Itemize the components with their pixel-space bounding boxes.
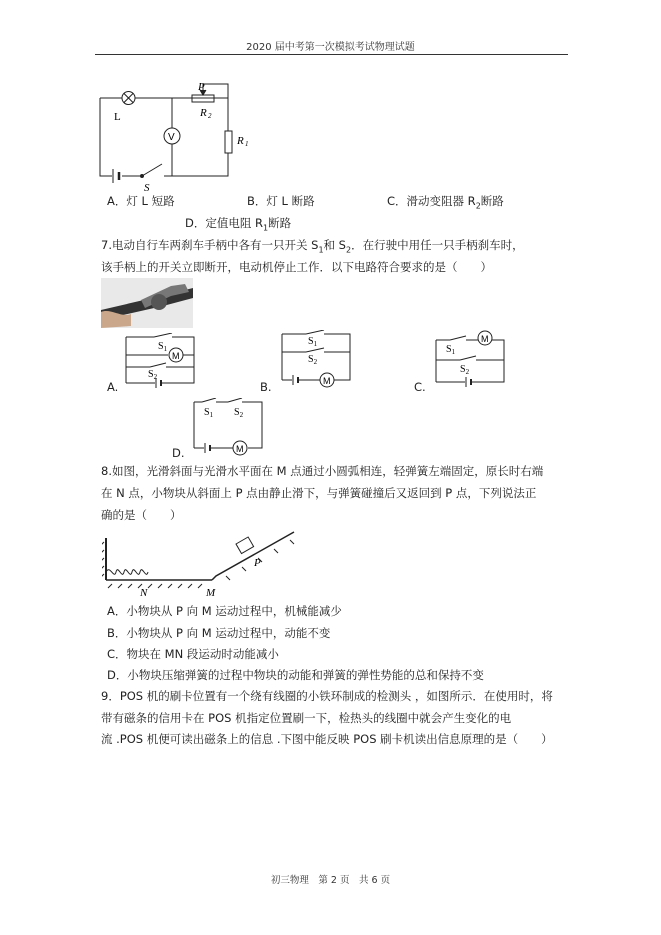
- q9-stem-line2: 带有磁条的信用卡在 POS 机指定位置刷一下，检热头的线圈中就会产生变化的电: [101, 711, 512, 725]
- q8-option-d: D．小物块压缩弹簧的过程中物块的动能和弹簧的弹性势能的总和保持不变: [107, 668, 484, 682]
- label-R1-sub: 1: [245, 140, 249, 148]
- q7-option-b-label: B.: [260, 380, 272, 394]
- label-R2: R: [200, 107, 207, 119]
- circuit-d-s2: $S_2$: [234, 407, 244, 419]
- label-S: S: [144, 182, 150, 194]
- q8-incline-spring-diagram: [102, 528, 302, 600]
- q8-stem-line2: 在 N 点，小物块从斜面上 P 点由静止滑下，与弹簧碰撞后又返回到 P 点，下列说法正: [101, 486, 537, 500]
- q8-option-a: A．小物块从 P 向 M 运动过程中，机械能减少: [107, 604, 342, 618]
- circuit-c-motor: M: [481, 334, 489, 344]
- label-R2-sub: 2: [208, 112, 212, 120]
- label-L: L: [114, 111, 121, 123]
- circuit-c-s2: $S_2$: [460, 364, 470, 376]
- q8-option-b: B．小物块从 P 向 M 运动过程中，动能不变: [107, 626, 331, 640]
- q7-circuit-a: [122, 333, 198, 391]
- q7-option-c-label: C.: [414, 380, 426, 394]
- circuit-d-motor: M: [236, 444, 244, 454]
- circuit-d-s1: $S_1$: [204, 407, 214, 419]
- q6-option-a: A．灯 L 短路: [107, 194, 175, 208]
- header-rule: [95, 54, 568, 55]
- label-R1: R: [237, 135, 244, 147]
- q8-stem-line3: 确的是（ ）: [101, 508, 182, 522]
- q6-option-c: C．滑动变阻器 $R_2$断路: [387, 194, 504, 211]
- q6-option-b: B．灯 L 断路: [247, 194, 315, 208]
- circuit-c-s1: $S_1$: [446, 344, 456, 356]
- q8-stem-line1: 8.如图，光滑斜面与光滑水平面在 M 点通过小圆弧相连，轻弹簧左端固定，原长时右端: [101, 464, 544, 478]
- q7-circuit-d: [190, 398, 266, 458]
- label-P-incline: P: [254, 557, 261, 569]
- label-P: P: [198, 81, 205, 93]
- page-header: 2020 届中考第一次模拟考试物理试题: [246, 42, 415, 53]
- circuit-b-s2: $S_2$: [308, 354, 318, 366]
- label-N: N: [140, 587, 148, 599]
- q6-option-d: D．定值电阻 $R_1$断路: [185, 216, 292, 233]
- q9-stem-line3: 流 .POS 机便可读出磁条上的信息 .下图中能反映 POS 刷卡机读出信息原理的是（ ）: [101, 732, 553, 746]
- brake-handle-photo: [101, 278, 193, 328]
- page-footer: 初三物理 第 2 页 共 6 页: [270, 875, 391, 886]
- label-M: M: [206, 587, 216, 599]
- circuit-a-s1: $S_1$: [158, 341, 168, 353]
- q7-stem-line2: 该手柄上的开关立即断开，电动机停止工作．以下电路符合要求的是（ ）: [101, 260, 492, 274]
- label-V: V: [168, 132, 175, 143]
- q7-option-d-label: D.: [172, 446, 185, 460]
- circuit-a-motor: M: [172, 351, 180, 361]
- q7-circuit-c: [432, 328, 508, 388]
- q7-circuit-b: [278, 330, 354, 388]
- q9-stem-line1: 9．POS 机的刷卡位置有一个绕有线圈的小铁环制成的检测头 ，如图所示．在使用时，将: [101, 689, 553, 703]
- circuit-b-motor: M: [323, 376, 331, 386]
- q8-option-c: C．物块在 MN 段运动时动能减小: [107, 647, 279, 661]
- q7-stem-line1: 7.电动自行车两刹车手柄中各有一只开关 $S_1$和 $S_2$．在行驶中用任一只手柄刹车时，: [101, 238, 524, 255]
- q6-circuit-diagram: [92, 76, 252, 194]
- circuit-b-s1: $S_1$: [308, 336, 318, 348]
- circuit-a-s2: $S_2$: [148, 369, 158, 381]
- q7-option-a-label: A.: [107, 380, 119, 394]
